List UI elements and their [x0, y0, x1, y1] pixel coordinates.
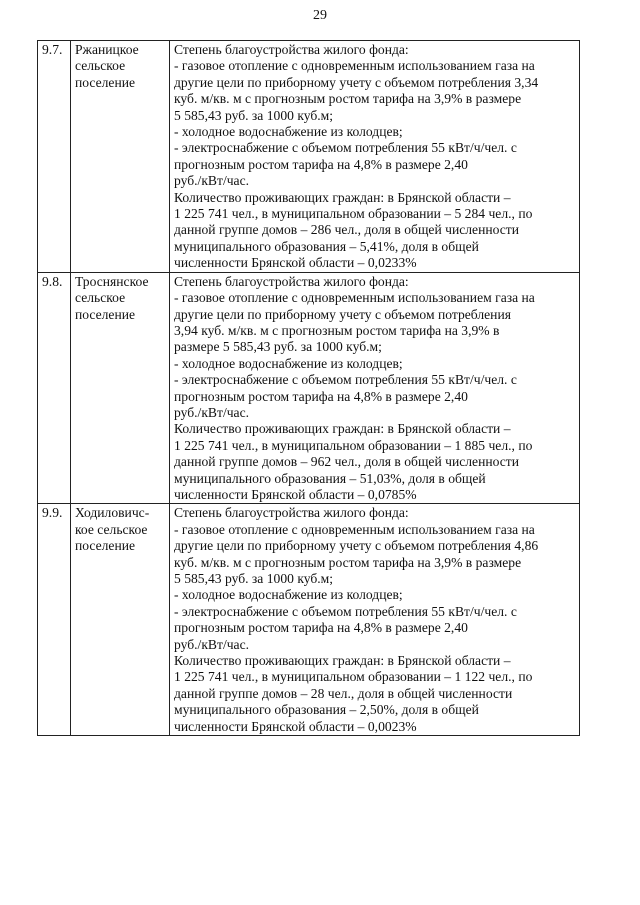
description-line: 5 585,43 руб. за 1000 куб.м;: [174, 571, 334, 586]
description-line: Степень благоустройства жилого фонда:: [174, 273, 409, 289]
description-line: Количество проживающих граждан: в Брянской области –: [174, 653, 511, 669]
description-line: - электроснабжение с объемом потребления 55 кВт/ч/чел. с: [174, 140, 517, 156]
description-line: куб. м/кв. м с прогнозным ростом тарифа на 3,9% в размере: [174, 554, 522, 570]
settlement-name-line: Ржаницкое: [75, 42, 139, 57]
description-line: другие цели по приборному учету с объемом потребления: [174, 306, 511, 322]
description-line: 5 585,43 руб. за 1000 куб.м;: [174, 107, 334, 123]
description-line: руб./кВт/час.: [174, 404, 250, 420]
description-line: руб./кВт/час.: [174, 173, 250, 189]
settlement-name-line: Троснянское: [75, 273, 149, 289]
description-line: данной группе домов – 286 чел., доля в общей численности: [174, 222, 520, 238]
settlement-name-line: поселение: [75, 74, 136, 90]
description-line: муниципального образования – 2,50%, доля в общей: [174, 702, 479, 718]
description-line: численности Брянской области – 0,0785%: [174, 486, 417, 502]
description-line: - газовое отопление с одновременным использованием газа на: [174, 58, 535, 74]
table-row: [38, 41, 580, 273]
settlement-name: [71, 41, 170, 273]
description-line: - холодное водоснабжение из колодцев;: [174, 587, 403, 603]
description-line: руб./кВт/час.: [174, 636, 250, 652]
settlement-name-line: сельское: [75, 290, 126, 306]
housing-description: [170, 504, 580, 736]
description-line: - электроснабжение с объемом потребления 55 кВт/ч/чел. с: [174, 603, 517, 619]
description-line: численности Брянской области – 0,0233%: [174, 255, 417, 271]
description-line: прогнозным ростом тарифа на 4,8% в размере 2,40: [174, 388, 468, 404]
settlement-name-line: сельское: [75, 58, 126, 74]
housing-table: [37, 40, 580, 736]
description-line: - электроснабжение с объемом потребления 55 кВт/ч/чел. с: [174, 372, 517, 388]
housing-description: [170, 41, 580, 273]
description-line: - газовое отопление с одновременным использованием газа на: [174, 521, 535, 537]
settlement-name: [71, 272, 170, 504]
description-line: - холодное водоснабжение из колодцев;: [174, 355, 403, 371]
description-line: куб. м/кв. м с прогнозным ростом тарифа на 3,9% в размере: [174, 91, 522, 107]
description-line: муниципального образования – 51,03%, доля в общей: [174, 470, 486, 486]
row-number: 9.7.: [38, 41, 71, 273]
row-number: 9.9.: [38, 504, 71, 736]
description-line: данной группе домов – 962 чел., доля в общей численности: [174, 454, 520, 470]
description-line: численности Брянской области – 0,0023%: [174, 718, 417, 734]
description-line: данной группе домов – 28 чел., доля в общей численности: [174, 685, 513, 701]
description-line: прогнозным ростом тарифа на 4,8% в размере 2,40: [174, 620, 468, 636]
description-line: 3,94 куб. м/кв. м с прогнозным ростом тарифа на 3,9% в: [174, 322, 500, 338]
housing-description: [170, 272, 580, 504]
description-line: 1 225 741 чел., в муниципальном образовании – 1 122 чел., по: [174, 669, 533, 685]
description-line: другие цели по приборному учету с объемом потребления 4,86: [174, 538, 539, 554]
description-line: - газовое отопление с одновременным использованием газа на: [174, 290, 535, 306]
description-line: 1 225 741 чел., в муниципальном образовании – 1 885 чел., по: [174, 437, 533, 453]
table-row: [38, 272, 580, 504]
description-line: Степень благоустройства жилого фонда:: [174, 42, 409, 57]
settlement-name-line: поселение: [75, 306, 136, 322]
page-number: 29: [313, 8, 327, 23]
description-line: - холодное водоснабжение из колодцев;: [174, 124, 403, 140]
settlement-name-line: Ходиловичс-: [75, 505, 150, 521]
description-line: Количество проживающих граждан: в Брянской области –: [174, 421, 511, 437]
description-line: прогнозным ростом тарифа на 4,8% в размере 2,40: [174, 156, 468, 172]
description-line: 1 225 741 чел., в муниципальном образовании – 5 284 чел., по: [174, 206, 533, 222]
settlement-name-line: поселение: [75, 538, 136, 554]
description-line: Количество проживающих граждан: в Брянской области –: [174, 189, 511, 205]
settlement-name: [71, 504, 170, 736]
description-line: другие цели по приборному учету с объемом потребления 3,34: [174, 74, 539, 90]
table-row: [38, 504, 580, 736]
description-line: размере 5 585,43 руб. за 1000 куб.м;: [174, 339, 382, 355]
description-line: муниципального образования – 5,41%, доля в общей: [174, 238, 479, 254]
settlement-name-line: кое сельское: [75, 521, 148, 537]
row-number: 9.8.: [38, 272, 71, 504]
description-line: Степень благоустройства жилого фонда:: [174, 505, 409, 521]
